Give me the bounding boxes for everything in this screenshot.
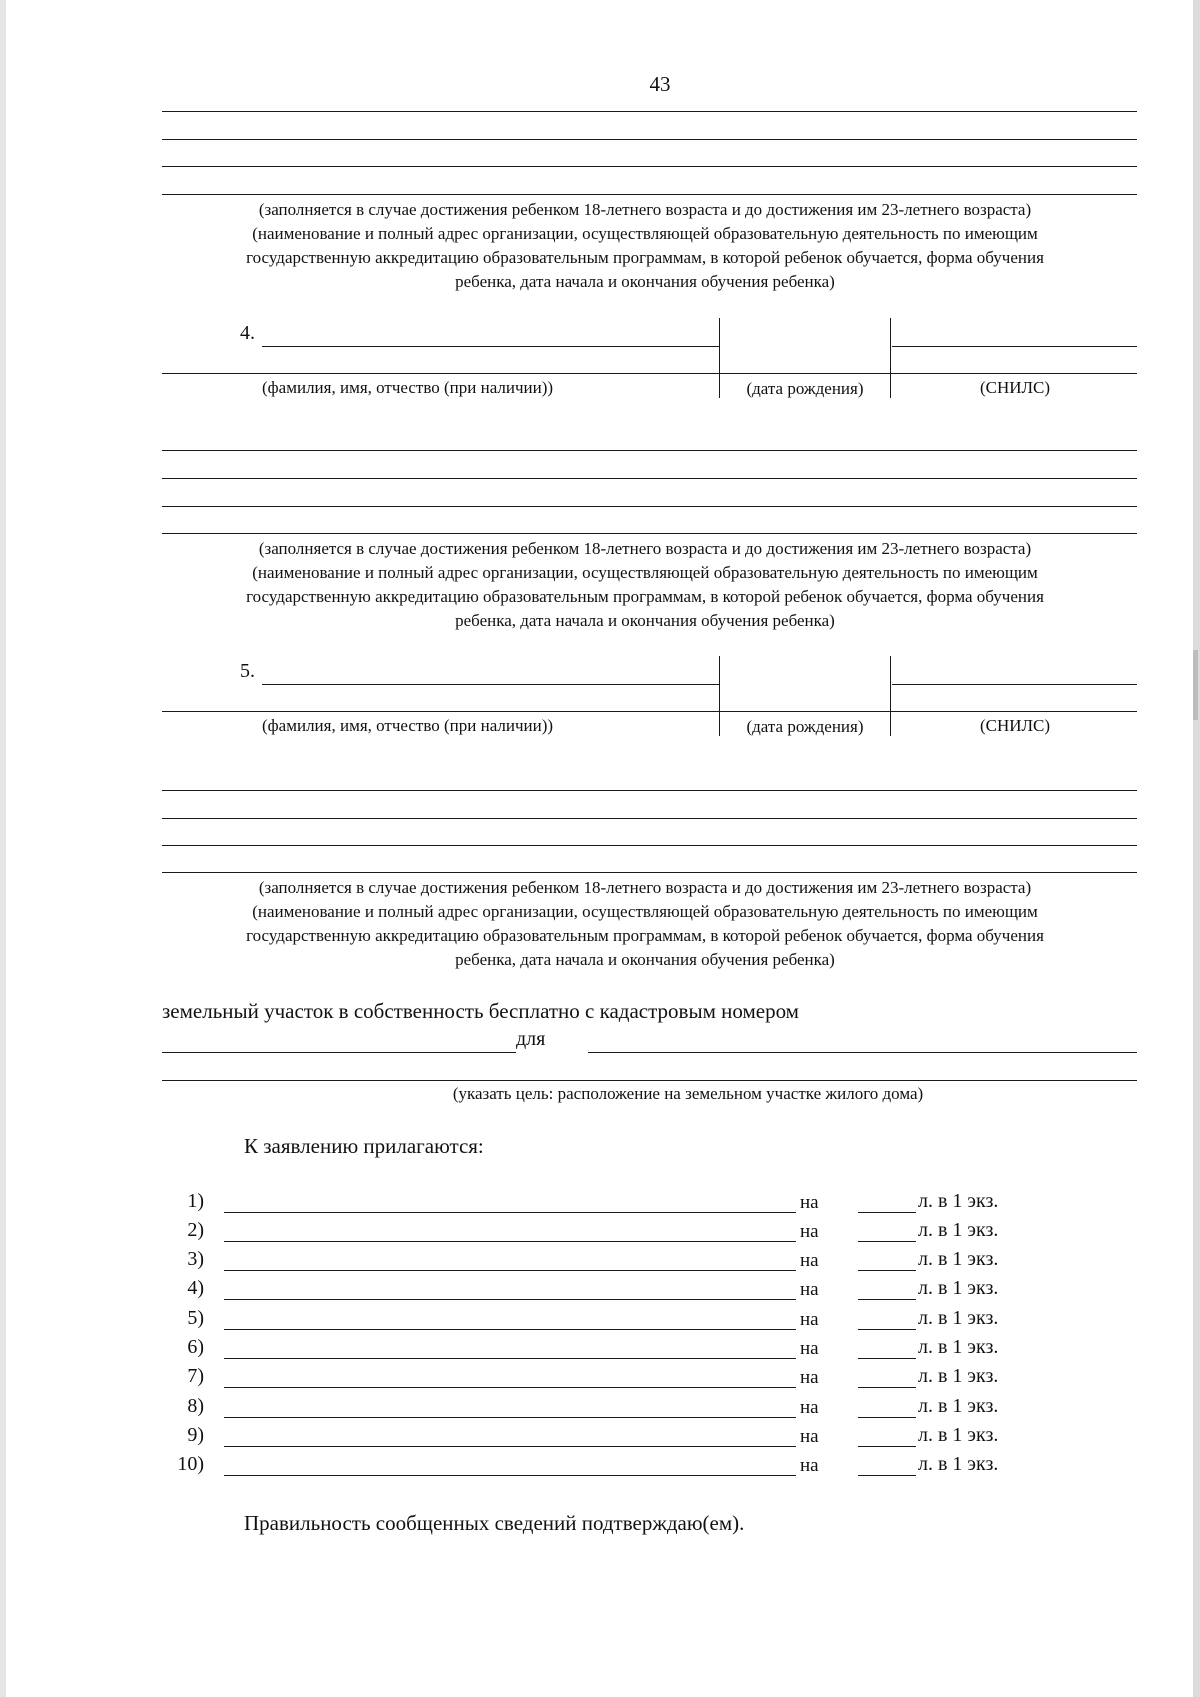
education-line-1[interactable] xyxy=(162,790,1137,791)
education-note-text: ребенка, дата начала и окончания обучения ребенка) xyxy=(455,950,835,969)
attachment-row xyxy=(160,1277,1060,1306)
attachment-number: 5) xyxy=(187,1307,204,1329)
child-5-snils-input[interactable] xyxy=(892,684,1137,685)
education-note-2 xyxy=(162,537,1128,633)
attachments-heading: К заявлению прилагаются: xyxy=(244,1134,484,1158)
attachment-sheets-label: л. в 1 экз. xyxy=(918,1395,999,1417)
child-5-divider xyxy=(719,656,720,736)
attachment-sheets-label: л. в 1 экз. xyxy=(918,1219,999,1241)
attachment-sheets-input[interactable] xyxy=(858,1270,916,1271)
attachment-number: 4) xyxy=(187,1277,204,1299)
attachment-row xyxy=(160,1307,1060,1336)
attachment-na-label: на xyxy=(800,1192,819,1213)
child-5-snils-caption: (СНИЛС) xyxy=(979,716,1051,735)
attachment-sheets-label: л. в 1 экз. xyxy=(918,1190,999,1212)
scan-edge-mark xyxy=(1193,650,1198,720)
education-line-3[interactable] xyxy=(162,166,1137,167)
attachment-sheets-label: л. в 1 экз. xyxy=(918,1248,999,1270)
attachment-name-input[interactable] xyxy=(224,1475,796,1476)
attachment-name-input[interactable] xyxy=(224,1387,796,1388)
education-line-4[interactable] xyxy=(162,194,1137,195)
education-line-2[interactable] xyxy=(162,818,1137,819)
attachment-name-input[interactable] xyxy=(224,1270,796,1271)
education-line-2[interactable] xyxy=(162,139,1137,140)
attachment-sheets-input[interactable] xyxy=(858,1446,916,1447)
education-line-3[interactable] xyxy=(162,506,1137,507)
education-line-4[interactable] xyxy=(162,872,1137,873)
child-5-dob-caption: (дата рождения) xyxy=(746,717,864,736)
education-line-3[interactable] xyxy=(162,845,1137,846)
attachment-number: 1) xyxy=(187,1190,204,1212)
education-note-text: (наименование и полный адрес организации, осуществляющей образовательную деятельность по имеющим xyxy=(252,224,1038,243)
education-note-text: (наименование и полный адрес организации, осуществляющей образовательную деятельность по имеющим xyxy=(252,563,1038,582)
land-sentence: земельный участок в собственность бесплатно с кадастровым номером xyxy=(162,999,799,1023)
child-number: 4. xyxy=(240,322,255,344)
for-label: для xyxy=(516,1028,546,1050)
education-note-3 xyxy=(162,876,1128,972)
purpose-input-line-2[interactable] xyxy=(162,1080,1137,1081)
page-number: 43 xyxy=(649,72,671,96)
education-note-text: государственную аккредитацию образовательным программам, в которой ребенок обучается, форма обучения xyxy=(246,248,1044,267)
child-5-fio-input[interactable] xyxy=(262,684,720,685)
education-note-text: государственную аккредитацию образовательным программам, в которой ребенок обучается, форма обучения xyxy=(246,926,1044,945)
attachment-row xyxy=(160,1190,1060,1219)
attachment-sheets-label: л. в 1 экз. xyxy=(918,1277,999,1299)
attachment-number: 9) xyxy=(187,1424,204,1446)
attachment-number: 7) xyxy=(187,1365,204,1387)
child-4-snils-caption: (СНИЛС) xyxy=(979,378,1051,397)
education-note-text: (заполняется в случае достижения ребенком 18-летнего возраста и до достижения им 23-летнего возраста) xyxy=(258,539,1032,558)
attachment-na-label: на xyxy=(800,1221,819,1242)
child-4-fio-caption: (фамилия, имя, отчество (при наличии)) xyxy=(262,378,554,397)
child-4-dob-caption: (дата рождения) xyxy=(746,379,864,398)
attachment-name-input[interactable] xyxy=(224,1329,796,1330)
education-line-1[interactable] xyxy=(162,450,1137,451)
attachment-row xyxy=(160,1248,1060,1277)
education-line-1[interactable] xyxy=(162,111,1137,112)
education-note-text: (заполняется в случае достижения ребенком 18-летнего возраста и до достижения им 23-летнего возраста) xyxy=(258,200,1032,219)
education-line-4[interactable] xyxy=(162,533,1137,534)
child-4-divider xyxy=(719,318,720,398)
child-5-fio-caption: (фамилия, имя, отчество (при наличии)) xyxy=(262,716,554,735)
attachment-na-label: на xyxy=(800,1397,819,1418)
education-note-text: ребенка, дата начала и окончания обучения ребенка) xyxy=(455,272,835,291)
attachment-row xyxy=(160,1365,1060,1394)
attachment-number: 3) xyxy=(187,1248,204,1270)
child-4-caption-rule xyxy=(162,373,1137,374)
scan-edge-right xyxy=(1193,0,1200,1697)
attachment-number: 2) xyxy=(187,1219,204,1241)
child-4-divider xyxy=(890,318,891,398)
attachment-name-input[interactable] xyxy=(224,1241,796,1242)
education-note-text: ребенка, дата начала и окончания обучения ребенка) xyxy=(455,611,835,630)
child-number: 5. xyxy=(240,660,255,682)
education-note-text: (заполняется в случае достижения ребенком 18-летнего возраста и до достижения им 23-летнего возраста) xyxy=(258,878,1032,897)
cadastral-number-input[interactable] xyxy=(162,1052,516,1053)
attachment-sheets-input[interactable] xyxy=(858,1212,916,1213)
child-5-divider xyxy=(890,656,891,736)
purpose-caption: (указать цель: расположение на земельном участке жилого дома) xyxy=(452,1084,924,1103)
attachment-na-label: на xyxy=(800,1309,819,1330)
education-note-text: (наименование и полный адрес организации, осуществляющей образовательную деятельность по имеющим xyxy=(252,902,1038,921)
attachment-name-input[interactable] xyxy=(224,1446,796,1447)
child-4-fio-input[interactable] xyxy=(262,346,720,347)
attachment-row xyxy=(160,1453,1060,1482)
attachment-row xyxy=(160,1219,1060,1248)
education-line-2[interactable] xyxy=(162,478,1137,479)
child-4-snils-input[interactable] xyxy=(892,346,1137,347)
attachment-name-input[interactable] xyxy=(224,1212,796,1213)
attachment-sheets-input[interactable] xyxy=(858,1358,916,1359)
attachment-name-input[interactable] xyxy=(224,1358,796,1359)
attachment-name-input[interactable] xyxy=(224,1417,796,1418)
attachment-sheets-label: л. в 1 экз. xyxy=(918,1336,999,1358)
attachment-number: 8) xyxy=(187,1395,204,1417)
attachment-number: 10) xyxy=(177,1453,204,1475)
attachment-na-label: на xyxy=(800,1250,819,1271)
education-note-text: государственную аккредитацию образовательным программам, в которой ребенок обучается, форма обучения xyxy=(246,587,1044,606)
purpose-input[interactable] xyxy=(588,1052,1137,1053)
attachment-sheets-input[interactable] xyxy=(858,1299,916,1300)
attachment-row xyxy=(160,1395,1060,1424)
attachment-sheets-input[interactable] xyxy=(858,1387,916,1388)
attachment-sheets-label: л. в 1 экз. xyxy=(918,1365,999,1387)
attachment-sheets-label: л. в 1 экз. xyxy=(918,1424,999,1446)
attachment-name-input[interactable] xyxy=(224,1299,796,1300)
attachment-sheets-label: л. в 1 экз. xyxy=(918,1453,999,1475)
attachment-na-label: на xyxy=(800,1338,819,1359)
confirmation-text: Правильность сообщенных сведений подтверждаю(ем). xyxy=(244,1511,745,1535)
attachment-sheets-input[interactable] xyxy=(858,1241,916,1242)
attachment-na-label: на xyxy=(800,1367,819,1388)
attachment-sheets-label: л. в 1 экз. xyxy=(918,1307,999,1329)
attachment-sheets-input[interactable] xyxy=(858,1417,916,1418)
attachment-na-label: на xyxy=(800,1426,819,1447)
attachment-sheets-input[interactable] xyxy=(858,1329,916,1330)
scan-edge-left xyxy=(0,0,6,1697)
child-5-caption-rule xyxy=(162,711,1137,712)
attachment-row xyxy=(160,1424,1060,1453)
education-note-1 xyxy=(162,198,1128,294)
attachment-sheets-input[interactable] xyxy=(858,1475,916,1476)
attachment-na-label: на xyxy=(800,1279,819,1300)
attachment-number: 6) xyxy=(187,1336,204,1358)
attachment-row xyxy=(160,1336,1060,1365)
attachment-na-label: на xyxy=(800,1455,819,1476)
